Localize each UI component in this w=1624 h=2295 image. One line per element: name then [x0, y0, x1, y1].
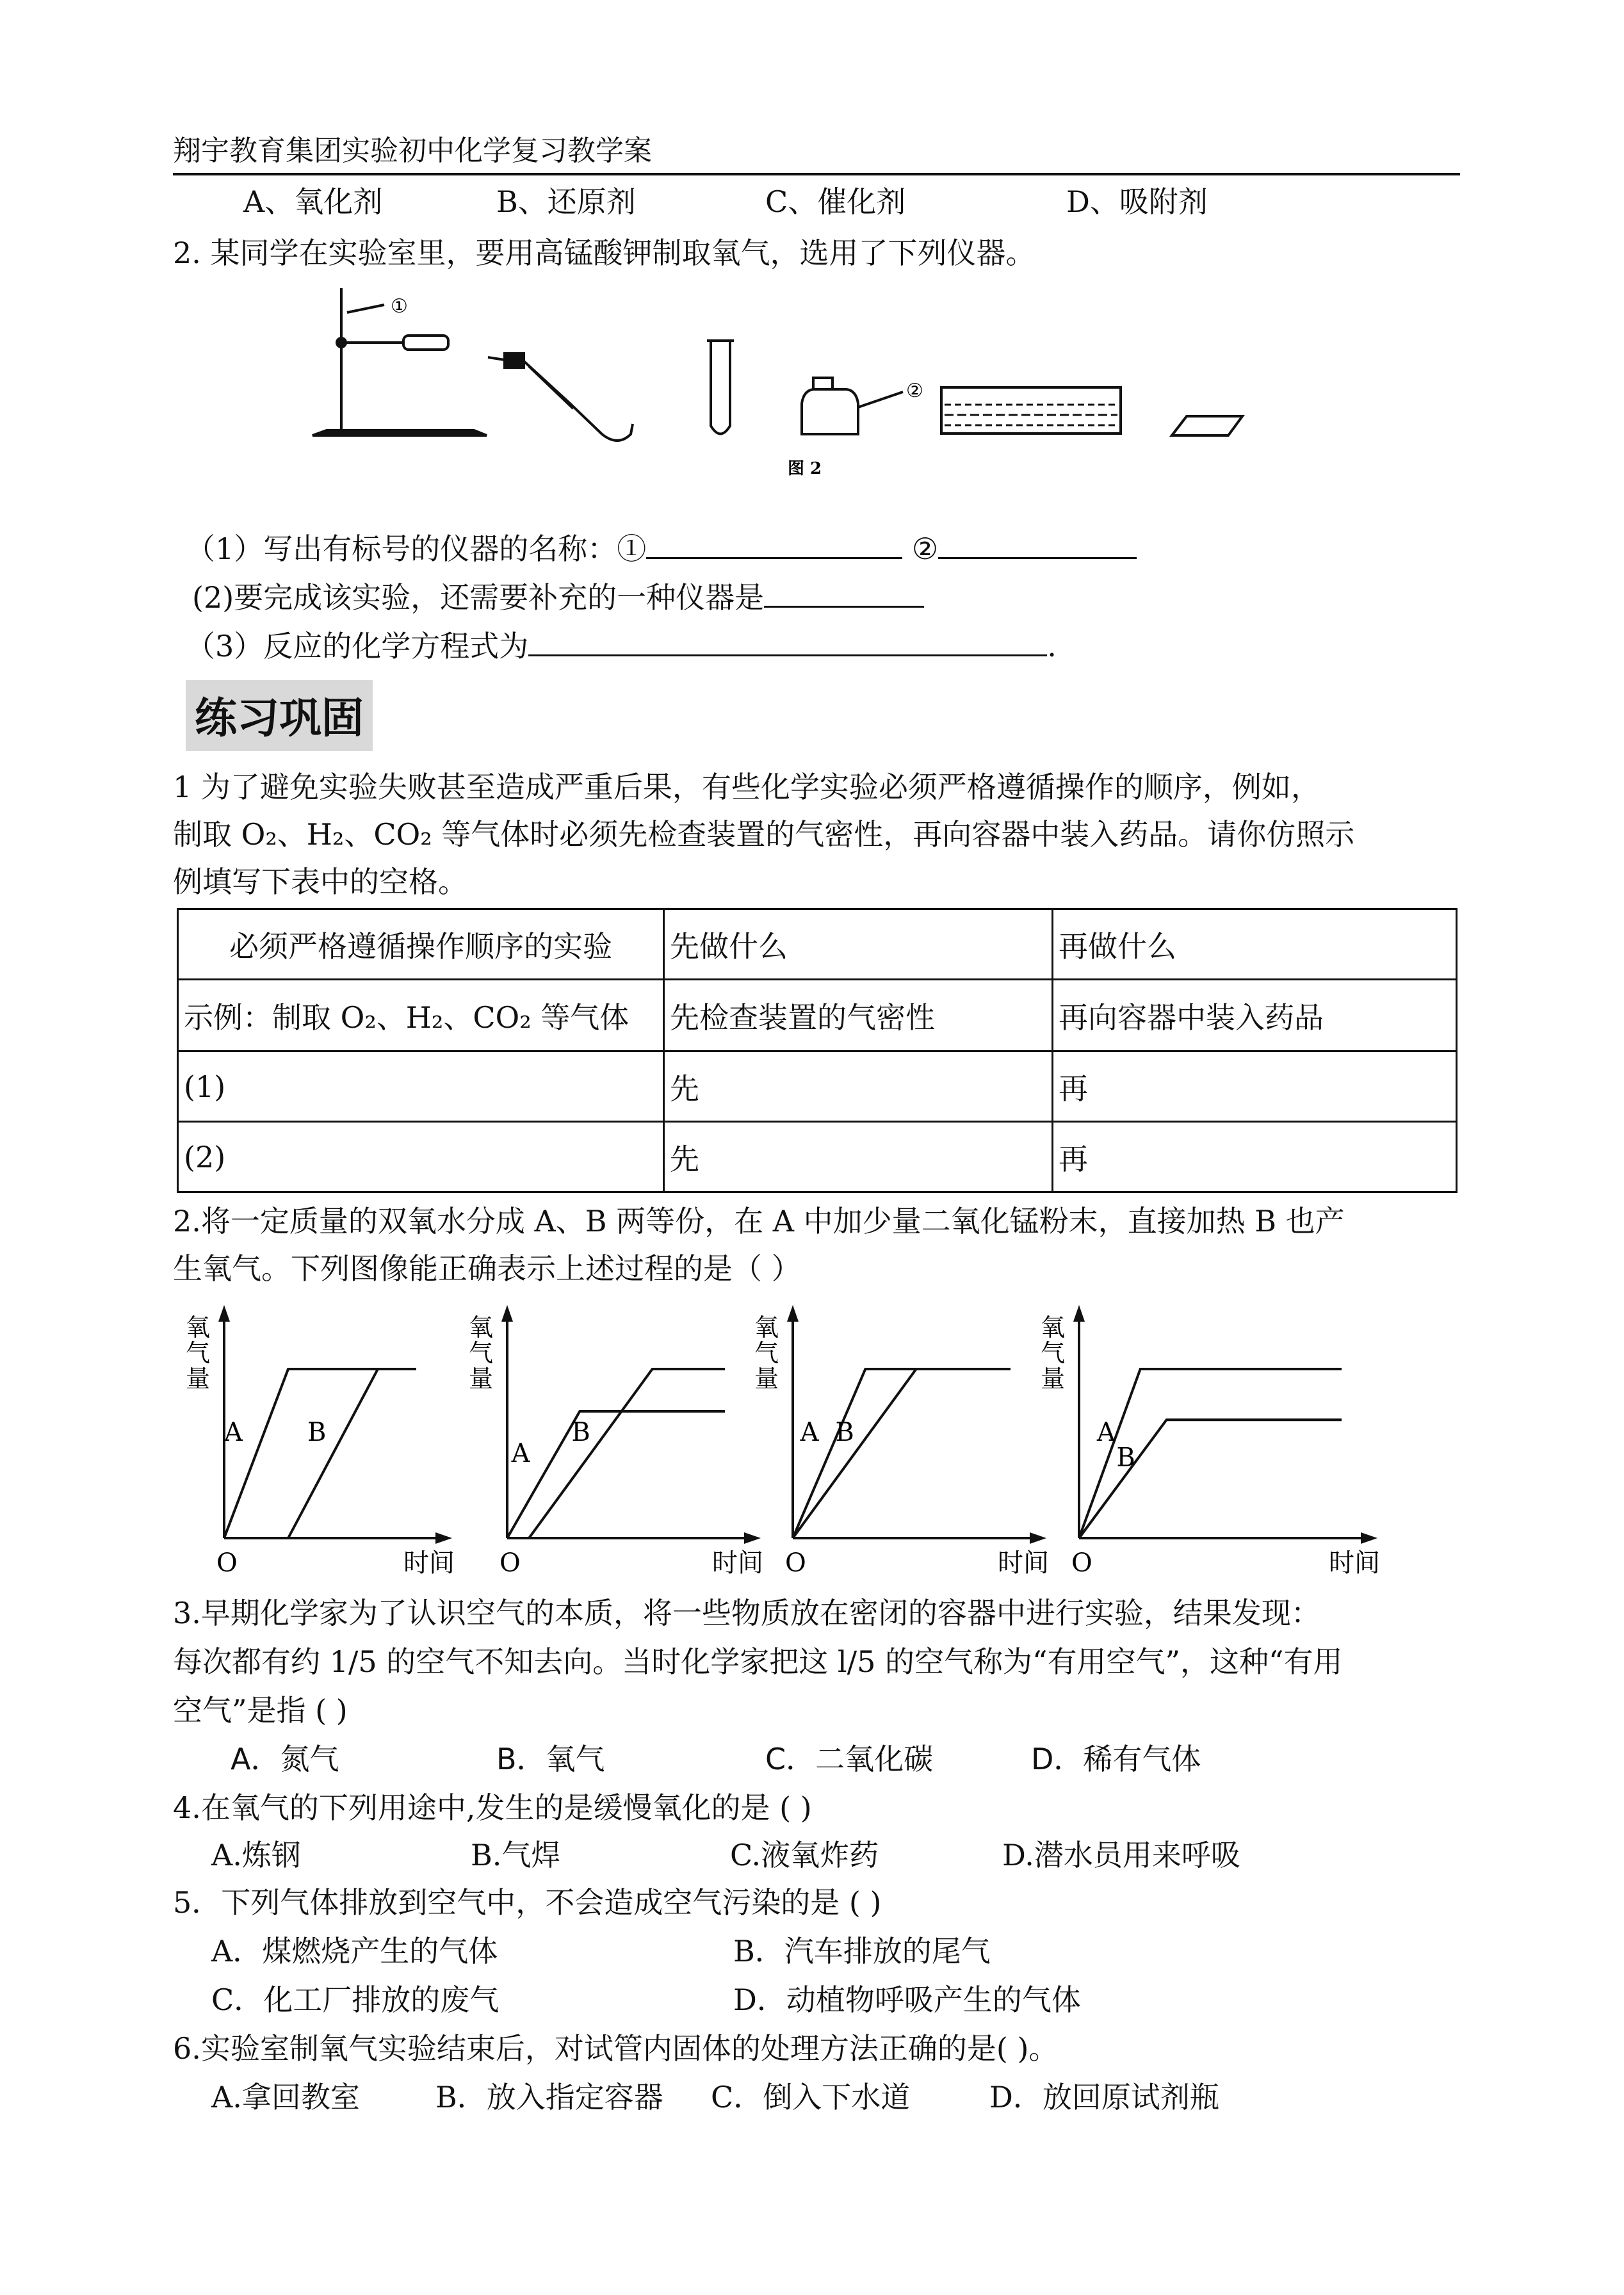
table-cell[interactable]: (1) — [178, 1051, 664, 1122]
page-header-title: 翔宇教育集团实验初中化学复习教学案 — [173, 134, 652, 167]
operation-order-table — [177, 908, 1458, 1193]
p3-option-c: C．二氧化碳 — [765, 1742, 934, 1776]
y-axis-label: 气 — [754, 1339, 779, 1367]
p6-option-b: B．放入指定容器 — [435, 2080, 663, 2114]
x-axis-label: 时间 — [1329, 1548, 1380, 1578]
p4-stem: 4.在氧气的下列用途中,发生的是缓慢氧化的是 ( ) — [173, 1790, 812, 1825]
q2-sub1 — [186, 529, 1137, 564]
p5-option-c: C．化工厂排放的废气 — [211, 1983, 499, 2017]
y-axis-label: 氧 — [1041, 1313, 1066, 1342]
table-row — [178, 1122, 1457, 1192]
table-header-row — [178, 909, 1457, 980]
y-axis-arrow — [218, 1305, 230, 1322]
q2-sub2-label: (2)要完成该实验，还需要补充的一种仪器是 — [192, 580, 765, 615]
origin-label: O — [216, 1548, 238, 1578]
p4-option-b: B.气焊 — [471, 1838, 561, 1872]
p3-line3: 空气”是指 ( ) — [173, 1693, 348, 1728]
y-axis-label: 量 — [469, 1365, 494, 1393]
answer-blank-4[interactable] — [528, 626, 1047, 656]
answer-blank-2[interactable] — [938, 529, 1137, 559]
table-cell[interactable]: 再 — [1053, 1122, 1457, 1192]
series-label-b: B — [835, 1418, 854, 1447]
p1-line3: 例填写下表中的空格。 — [173, 864, 467, 899]
series-line-b — [288, 1369, 416, 1538]
q1-option-d: D、吸附剂 — [1066, 184, 1208, 219]
y-axis-label: 气 — [1041, 1339, 1066, 1367]
x-axis-label: 时间 — [998, 1548, 1049, 1578]
series-label-a: A — [224, 1418, 243, 1447]
table-cell: 先检查装置的气密性 — [664, 980, 1053, 1051]
p6-option-c: C．倒入下水道 — [711, 2080, 911, 2114]
p5-option-b: B．汽车排放的尾气 — [733, 1934, 991, 1968]
delivery-tube-icon — [488, 353, 633, 441]
p5-option-d: D．动植物呼吸产生的气体 — [733, 1983, 1081, 2017]
x-axis-label: 时间 — [403, 1548, 455, 1578]
y-axis-arrow — [501, 1305, 513, 1322]
header-rule — [173, 173, 1460, 175]
table-cell[interactable]: 先 — [664, 1122, 1053, 1192]
p1-line1: 1 为了避免实验失败甚至造成严重后果，有些化学实验必须严格遵循操作的顺序，例如， — [173, 770, 1320, 804]
p6-stem: 6.实验室制氧气实验结束后，对试管内固体的处理方法正确的是( )。 — [173, 2031, 1059, 2066]
series-label-b: B — [1116, 1443, 1135, 1473]
marker-1: ① — [391, 295, 408, 318]
p4-option-a: A.炼钢 — [211, 1838, 301, 1872]
marker-2: ② — [906, 380, 923, 402]
y-axis-label: 量 — [754, 1365, 779, 1393]
q1-option-c: C、催化剂 — [765, 184, 906, 219]
x-axis-arrow — [744, 1532, 761, 1544]
series-label-a: A — [1096, 1418, 1116, 1447]
y-axis-label: 量 — [186, 1365, 211, 1393]
series-line-a — [224, 1369, 416, 1538]
glass-plate-icon — [1172, 416, 1242, 435]
q2-stem: 2. 某同学在实验室里，要用高锰酸钾制取氧气，选用了下列仪器。 — [173, 236, 1035, 270]
apparatus-figure — [301, 282, 1262, 493]
q2-sub3-end: . — [1047, 629, 1057, 663]
p2-line1: 2.将一定质量的双氧水分成 A、B 两等份，在 A 中加少量二氧化锰粉末，直接加热 B 也产 — [173, 1204, 1345, 1238]
series-line-b — [793, 1369, 1011, 1538]
series-label-b: B — [571, 1418, 590, 1447]
series-label-a: A — [800, 1418, 819, 1447]
origin-label: O — [499, 1548, 521, 1578]
oxygen-graphs — [173, 1300, 1390, 1594]
y-axis-label: 氧 — [186, 1313, 211, 1342]
answer-blank-3[interactable] — [764, 578, 924, 608]
p3-line2: 每次都有约 1/5 的空气不知去向。当时化学家把这 l/5 的空气称为“有用空气”，这种“有用 — [173, 1644, 1343, 1679]
p3-line1: 3.早期化学家为了认识空气的本质，将一些物质放在密闭的容器中进行实验，结果发现： — [173, 1596, 1320, 1630]
p6-option-d: D．放回原试剂瓶 — [989, 2080, 1219, 2114]
table-header-cell: 先做什么 — [664, 909, 1053, 980]
water-trough-icon — [941, 387, 1121, 434]
y-axis-label: 氧 — [754, 1313, 779, 1342]
figure-caption: 图 2 — [788, 459, 822, 478]
gas-collecting-bottle-icon — [802, 378, 903, 434]
origin-label: O — [785, 1548, 806, 1578]
section-title: 练习巩固 — [186, 680, 373, 751]
y-axis-label: 量 — [1041, 1365, 1066, 1393]
p6-option-a: A.拿回教室 — [211, 2080, 360, 2114]
p3-option-b: B．氧气 — [496, 1742, 605, 1776]
p2-line2: 生氧气。下列图像能正确表示上述过程的是（ ） — [173, 1251, 801, 1286]
series-line-b — [529, 1369, 725, 1538]
y-axis-arrow — [1073, 1305, 1085, 1322]
q2-sub3-label: （3）反应的化学方程式为 — [186, 629, 529, 663]
q2-sub2 — [192, 578, 924, 615]
series-line-b — [1079, 1420, 1342, 1538]
y-axis-label: 气 — [186, 1339, 211, 1367]
p4-option-d: D.潜水员用来呼吸 — [1002, 1838, 1240, 1872]
p4-option-c: C.液氧炸药 — [730, 1838, 879, 1872]
q1-option-a: A、氧化剂 — [243, 184, 383, 219]
x-axis-arrow — [435, 1532, 452, 1544]
y-axis-label: 氧 — [469, 1313, 494, 1342]
x-axis-arrow — [1361, 1532, 1377, 1544]
p5-stem: 5．下列气体排放到空气中，不会造成空气污染的是 ( ) — [173, 1885, 882, 1920]
test-tube-icon — [707, 341, 734, 434]
q2-sub1-mid: ② — [911, 531, 939, 566]
table-cell: 示例：制取 O₂、H₂、CO₂ 等气体 — [178, 980, 664, 1051]
y-axis-label: 气 — [469, 1339, 494, 1367]
p5-option-a: A．煤燃烧产生的气体 — [211, 1934, 498, 1968]
q1-option-b: B、还原剂 — [496, 184, 636, 219]
table-cell[interactable]: 先 — [664, 1051, 1053, 1122]
p3-option-a: A．氮气 — [231, 1742, 339, 1776]
series-label-b: B — [307, 1418, 327, 1447]
q2-sub3 — [186, 626, 1057, 661]
answer-blank-1[interactable] — [646, 529, 902, 559]
q2-sub1-label: （1）写出有标号的仪器的名称：① — [186, 531, 647, 566]
table-header-cell: 必须严格遵循操作顺序的实验 — [178, 909, 664, 980]
table-row — [178, 1051, 1457, 1122]
table-header-cell: 再做什么 — [1053, 909, 1457, 980]
x-axis-label: 时间 — [712, 1548, 763, 1578]
series-line-a — [507, 1411, 725, 1538]
table-cell: 再向容器中装入药品 — [1053, 980, 1457, 1051]
x-axis-arrow — [1030, 1532, 1046, 1544]
p1-line2: 制取 O₂、H₂、CO₂ 等气体时必须先检查装置的气密性，再向容器中装入药品。请你仿照示 — [173, 817, 1355, 852]
y-axis-arrow — [787, 1305, 799, 1322]
table-row — [178, 980, 1457, 1051]
p3-option-d: D．稀有气体 — [1031, 1742, 1201, 1776]
series-line-a — [793, 1369, 1011, 1538]
table-cell[interactable]: 再 — [1053, 1051, 1457, 1122]
origin-label: O — [1071, 1548, 1092, 1578]
series-label-a: A — [511, 1439, 530, 1468]
table-cell[interactable]: (2) — [178, 1122, 664, 1192]
